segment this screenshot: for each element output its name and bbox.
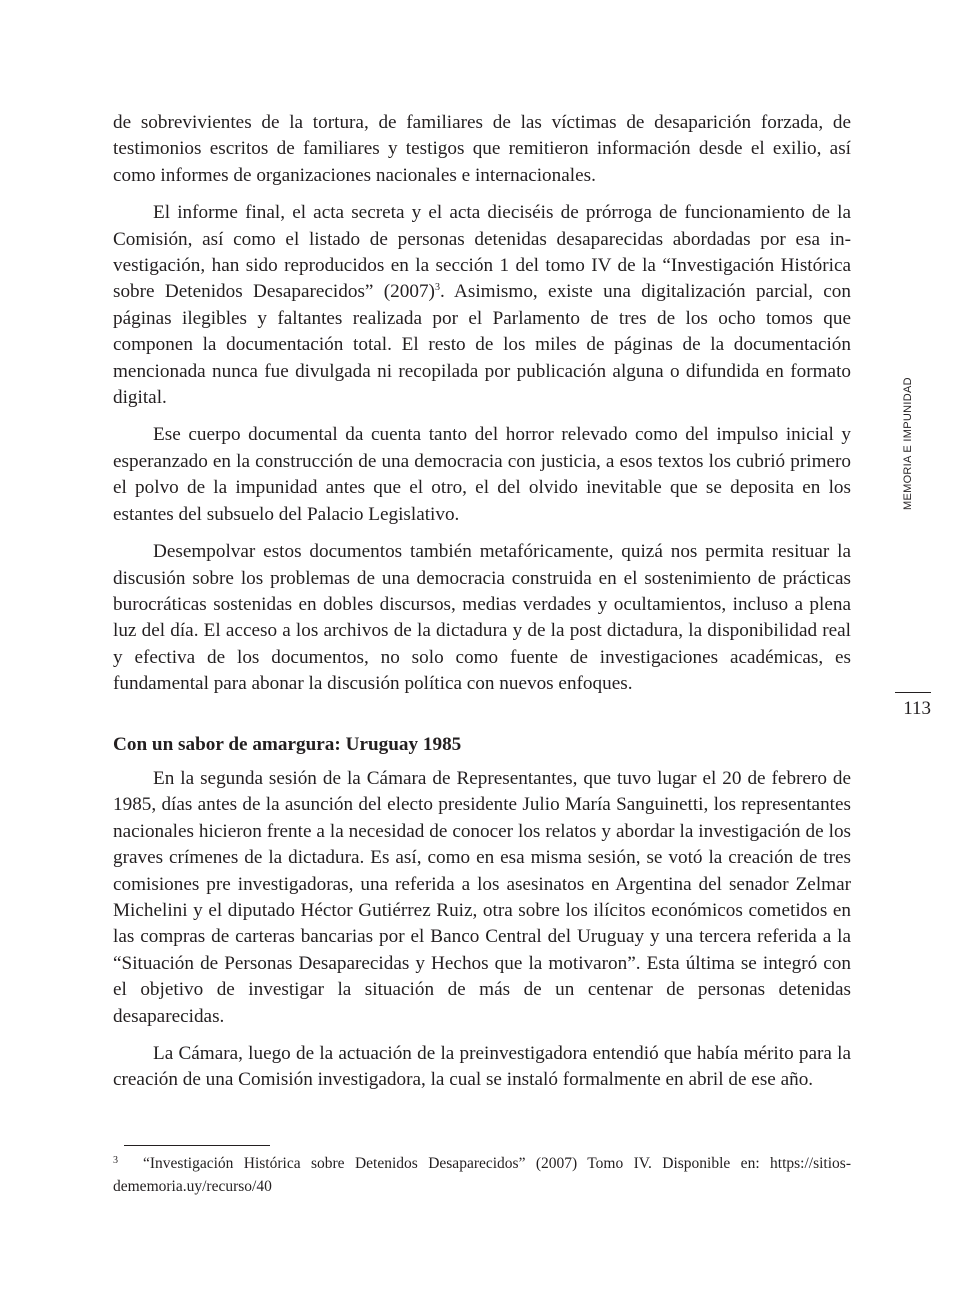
paragraph-1: de sobrevivientes de la tortura, de familiares de las víctimas de desaparición forzada, de testimonios escritos de familiares y testigos que remitieron información desde el exilio, así como informes de organizaciones nacionales e internacionales. — [113, 112, 851, 186]
paragraph-2 — [113, 200, 851, 411]
running-header-vertical: MEMORIA E IMPUNIDAD — [902, 377, 914, 510]
footnote: 3 “Investigación Histórica sobre Detenidos Desaparecidos” (2007) Tomo IV. Disponible en: https://sitiosdememoria.uy/recurso/40 — [113, 1155, 851, 1195]
footnote-separator — [124, 1145, 270, 1146]
page-number-rule — [895, 692, 931, 693]
section-heading: Con un sabor de amargura: Uruguay 1985 — [113, 733, 462, 755]
paragraph-6: La Cámara, luego de la actuación de la preinvestigadora entendió que había mérito para la creación de una Comisión investigadora, la cual se instaló formalmente en abril de ese año. — [113, 1043, 851, 1091]
paragraph-2-text-b: . Asimismo, existe una digitalización parcial, con páginas ilegibles y faltantes realizada por el Parlamento de tres de los ocho tomos que componen la documentación total. El resto de los miles de páginas de la documentación mencionada nunca fue divulgada ni recopilada por publicación alguna o difundida en formato digital. — [113, 281, 851, 409]
footnote-text: “Investigación Histórica sobre Detenidos Desaparecidos” (2007) Tomo IV. Disponible en: https://sitiosdememoria.uy/recurso/40 — [113, 1155, 851, 1195]
paragraph-2-text-a: El informe final, el acta secreta y el acta dieciséis de prórroga de funcionamiento de la Comisión, así como el listado de personas detenidas desaparecidas abordadas por esa investigación, han sido reproducidos en la sección 1 del tomo IV de la “Investigación Histórica sobre Detenidos Desaparecidos” (2007) — [113, 202, 851, 303]
body-text — [113, 110, 851, 1105]
paragraph-3: Ese cuerpo documental da cuenta tanto del horror relevado como del impulso inicial y esperanzado en la construcción de una democracia con justicia, a esos textos los cubrió primero el polvo de la impunidad antes que el otro, el del olvido inevitable que se deposita en los estantes del subsuelo del Palacio Legislativo. — [113, 424, 851, 525]
footnote-reference[interactable]: 3 — [434, 282, 440, 294]
paragraph-5: En la segunda sesión de la Cámara de Representantes, que tuvo lugar el 20 de febrero de 1985, días antes de la asunción del electo presidente Julio María Sanguinetti, los representantes nacionales hicieron frente a la necesidad de conocer los relatos y abordar la investigación de los graves crímenes de la dictadura. Es así, como en esa misma sesión, se votó la creación de tres comisiones pre investigadoras, una referida a los asesinatos en Argentina del senador Zelmar Michelini y el diputado Héctor Gutiérrez Ruiz, otra sobre los ilícitos económicos cometidos en las compras de carteras bancarias por el Banco Central del Uruguay y una tercera referida a la “Situación de Personas Desaparecidas y Hechos que la motivaron”. Esta última se integró con el objetivo de investigar la situación de más de un centenar de personas detenidas desaparecidas. — [113, 767, 851, 1027]
page-number: 113 — [903, 698, 931, 719]
paragraph-4: Desempolvar estos documentos también metafóricamente, quizá nos permita resituar la discusión sobre los problemas de una democracia construida en el sostenimiento de prácticas burocráticas sostenidas en dobles discursos, medias verdades y ocultamientos, incluso a plena luz del día. El acceso a los archivos de la dictadura y de la post dictadura, la disponibilidad real y efectiva de los documentos, no solo como fuente de investigaciones académicas, es fundamental para abonar la discusión política con nuevos enfoques. — [113, 541, 851, 695]
